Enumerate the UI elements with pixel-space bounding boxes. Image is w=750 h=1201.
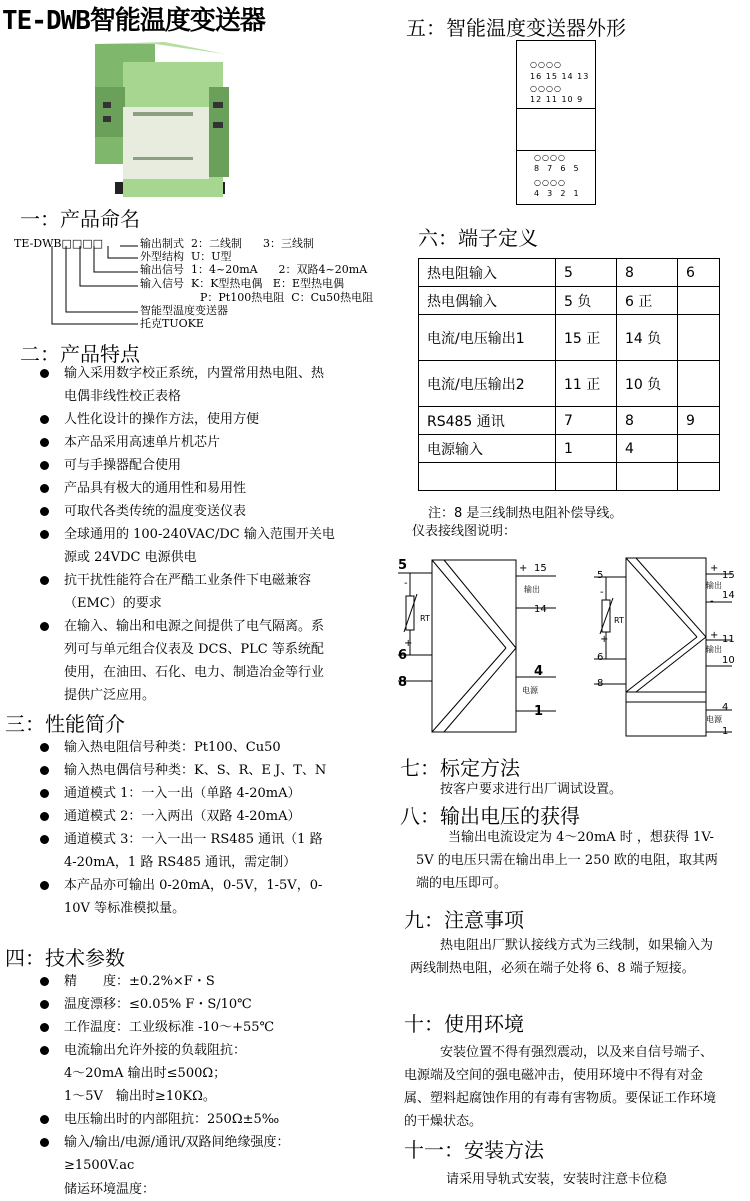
wire-label: RT: [614, 616, 624, 625]
section-shape-heading: 五：智能温度变送器外形: [406, 16, 626, 40]
list-item: 输入/输出/电源/通讯/双路间绝缘强度：≥1500V.ac: [40, 1131, 336, 1177]
outline-divider: [516, 150, 596, 151]
table-cell: 热电偶输入: [419, 287, 556, 315]
wire-label: 14: [722, 590, 735, 601]
list-item: 抗干扰性能符合在严酷工业条件下电磁兼容（EMC）的要求: [40, 569, 336, 615]
wire-label: +: [519, 563, 528, 574]
table-row: [419, 463, 720, 491]
wire-label: 14: [534, 604, 547, 615]
table-cell: [419, 463, 556, 491]
list-item: 输入热电偶信号种类：K、S、R、E J、T、N: [40, 759, 336, 782]
naming-line: 输入信号 K：K型热电偶 E：E型热电偶: [140, 277, 344, 290]
table-cell: 7: [556, 407, 617, 435]
wire-label: 4: [722, 702, 729, 713]
list-item: 温度漂移：≤0.05% F・S/10℃: [40, 993, 336, 1016]
table-row: [419, 407, 720, 435]
wire-label: 1: [722, 726, 729, 737]
table-row: [419, 259, 720, 287]
table-cell: [678, 435, 720, 463]
storage-temperature: 储运环境温度：: [64, 1182, 156, 1197]
table-cell: RS485 通讯: [419, 407, 556, 435]
wiring-caption: 仪表接线图说明：: [412, 524, 517, 539]
terminal-row: ○○○○: [530, 60, 562, 69]
table-cell: 8: [617, 407, 678, 435]
features-list: [40, 362, 336, 707]
installation-text: 请采用导轨式安装，安装时注意卡位稳: [446, 1172, 668, 1187]
table-cell: 9: [678, 407, 720, 435]
table-cell: [617, 463, 678, 491]
table-cell: 11 正: [556, 361, 617, 407]
naming-line: 托克TUOKE: [140, 317, 204, 330]
wire-label: 10: [722, 655, 735, 666]
table-cell: [556, 463, 617, 491]
terminal-row: ○○○○: [534, 153, 566, 162]
wire-label: 输出: [524, 585, 540, 594]
specs-list-a: [40, 970, 336, 1062]
naming-line: 外型结构 U：U型: [140, 250, 232, 263]
list-item: 电压输出时的内部阻抗：250Ω±5‰: [40, 1108, 336, 1131]
specs-list-b: [40, 1108, 336, 1177]
naming-code: TE-DWB□□□□: [14, 237, 104, 250]
section-installation-heading: 十一：安装方法: [404, 1138, 544, 1162]
wire-label: +: [710, 630, 719, 641]
list-item: 可与手操器配合使用: [40, 454, 336, 477]
table-cell: 6: [678, 259, 720, 287]
list-item: 产品具有极大的通用性和易用性: [40, 477, 336, 500]
list-item: 通道模式 3：一入一出一 RS485 通讯（1 路 4-20mA，1 路 RS485 通讯，需定制）: [40, 828, 336, 874]
naming-connector-lines: [40, 240, 145, 330]
load-impedance-voltage: 1～5V 输出时≥10KΩ。: [64, 1089, 216, 1104]
naming-line: 输出制式 2：二线制 3：三线制: [140, 237, 314, 250]
list-item: 工作温度：工业级标准 -10～+55℃: [40, 1016, 336, 1039]
table-cell: 电流/电压输出2: [419, 361, 556, 407]
naming-line: P：Pt100热电阻 C：Cu50热电阻: [200, 291, 374, 304]
table-cell: 15 正: [556, 315, 617, 361]
outline-divider: [516, 108, 596, 109]
load-impedance-current: 4～20mA 输出时≤500Ω；: [64, 1066, 227, 1081]
list-item: 输入采用数字校正系统，内置常用热电阻、热电偶非线性校正表格: [40, 362, 336, 408]
list-item: 输入热电阻信号种类：Pt100、Cu50: [40, 736, 336, 759]
section-naming-heading: 一：产品命名: [20, 207, 140, 231]
table-cell: [678, 463, 720, 491]
naming-line: 输出信号 1：4~20mA 2：双路4~20mA: [140, 263, 368, 276]
table-cell: [678, 315, 720, 361]
naming-line: 智能型温度变送器: [140, 304, 228, 317]
section-notes-heading: 九：注意事项: [404, 908, 524, 932]
wire-label: 5: [597, 570, 604, 581]
terminal-note: 注：8 是三线制热电阻补偿导线。: [428, 506, 623, 521]
wire-label: 15: [534, 563, 547, 574]
wire-label: -: [519, 603, 523, 614]
performance-list: [40, 736, 336, 920]
terminal-labels: 12 11 10 9: [530, 95, 584, 104]
output-voltage-text: 当输出电流设定为 4～20mA 时 ，想获得 1V-5V 的电压只需在输出串上一 250 欧的电阻，取其两端的电压即可。: [416, 830, 718, 891]
section-output-voltage-heading: 八：输出电压的获得: [400, 804, 580, 828]
section-features-heading: 二：产品特点: [20, 342, 140, 366]
table-cell: 8: [617, 259, 678, 287]
section-performance-heading: 三：性能简介: [5, 712, 125, 736]
table-row: [419, 435, 720, 463]
wire-label: +: [600, 634, 609, 645]
list-item: 本产品亦可输出 0-20mA，0-5V，1-5V，0-10V 等标准模拟量。: [40, 874, 336, 920]
wire-label: -: [404, 578, 408, 589]
terminal-labels: 8 7 6 5: [534, 164, 580, 173]
list-item: 在输入、输出和电源之间提供了电气隔离。系列可与单元组合仪表及 DCS、PLC 等系统配使用，在油田、石化、电力、制造冶金等行业提供广泛应用。: [40, 615, 336, 707]
terminal-row: ○○○○: [530, 84, 562, 93]
wire-label: 电源: [706, 715, 722, 724]
table-cell: 5 负: [556, 287, 617, 315]
wire-label: -: [710, 661, 714, 672]
table-cell: 4: [617, 435, 678, 463]
list-item: 本产品采用高速单片机芯片: [40, 431, 336, 454]
table-cell: 14 负: [617, 315, 678, 361]
wire-label: RT: [420, 614, 430, 623]
table-cell: 电源输入: [419, 435, 556, 463]
list-item: 精 度：±0.2%×F・S: [40, 970, 336, 993]
section-terminal-heading: 六：端子定义: [418, 226, 538, 250]
list-item: 全球通用的 100-240VAC/DC 输入范围开关电源或 24VDC 电源供电: [40, 523, 336, 569]
section-calibration-heading: 七：标定方法: [400, 756, 520, 780]
wire-label: 5: [398, 558, 408, 573]
terminal-row: ○○○○: [534, 178, 566, 187]
notes-text: 热电阻出厂默认接线方式为三线制，如果输入为两线制热电阻，必须在端子处将 6、8 端子短接。: [410, 938, 714, 976]
list-item: 可取代各类传统的温度变送仪表: [40, 500, 336, 523]
table-cell: [678, 361, 720, 407]
table-cell: 电流/电压输出1: [419, 315, 556, 361]
wire-label: 1: [534, 704, 544, 719]
calibration-text: 按客户要求进行出厂调试设置。: [440, 782, 623, 797]
environment-text: 安装位置不得有强烈震动，以及来自信号端子、电源端及空间的强电磁冲击，使用环境中不得有对金属、塑料起腐蚀作用的有毒有害物质。要保证工作环境的干燥状态。: [404, 1045, 717, 1129]
wire-label: 8: [597, 678, 604, 689]
table-cell: 5: [556, 259, 617, 287]
list-item: 电流输出允许外接的负载阻抗：: [40, 1039, 336, 1062]
table-row: [419, 361, 720, 407]
wire-label: 6: [398, 648, 408, 663]
terminal-table: [418, 258, 720, 491]
list-item: 人性化设计的操作方法，使用方便: [40, 408, 336, 431]
wire-label: +: [404, 638, 413, 649]
wire-label: 15: [722, 570, 735, 581]
wire-label: 电源: [522, 686, 538, 695]
table-cell: 热电阻输入: [419, 259, 556, 287]
table-row: [419, 315, 720, 361]
table-cell: 1: [556, 435, 617, 463]
list-item: 通道模式 1：一入一出（单路 4-20mA）: [40, 782, 336, 805]
page-title: TE-DWB智能温度变送器: [2, 6, 265, 36]
wire-label: 4: [534, 664, 544, 679]
wire-label: 11: [722, 634, 735, 645]
wire-label: -: [600, 587, 604, 598]
device-photo: [85, 32, 250, 197]
wire-label: 输出: [706, 645, 722, 654]
list-item: 通道模式 2：一入两出（双路 4-20mA）: [40, 805, 336, 828]
wire-label: +: [710, 563, 719, 574]
table-cell: 6 正: [617, 287, 678, 315]
section-environment-heading: 十：使用环境: [404, 1012, 524, 1036]
section-specs-heading: 四：技术参数: [5, 946, 125, 970]
terminal-labels: 4 3 2 1: [534, 189, 580, 198]
table-cell: [678, 287, 720, 315]
table-row: [419, 287, 720, 315]
wire-label: 输出: [706, 581, 722, 590]
table-cell: 10 负: [617, 361, 678, 407]
wire-label: -: [710, 596, 714, 607]
terminal-labels: 16 15 14 13: [530, 72, 590, 81]
wire-label: 8: [398, 675, 408, 690]
wire-label: 6: [597, 652, 604, 663]
